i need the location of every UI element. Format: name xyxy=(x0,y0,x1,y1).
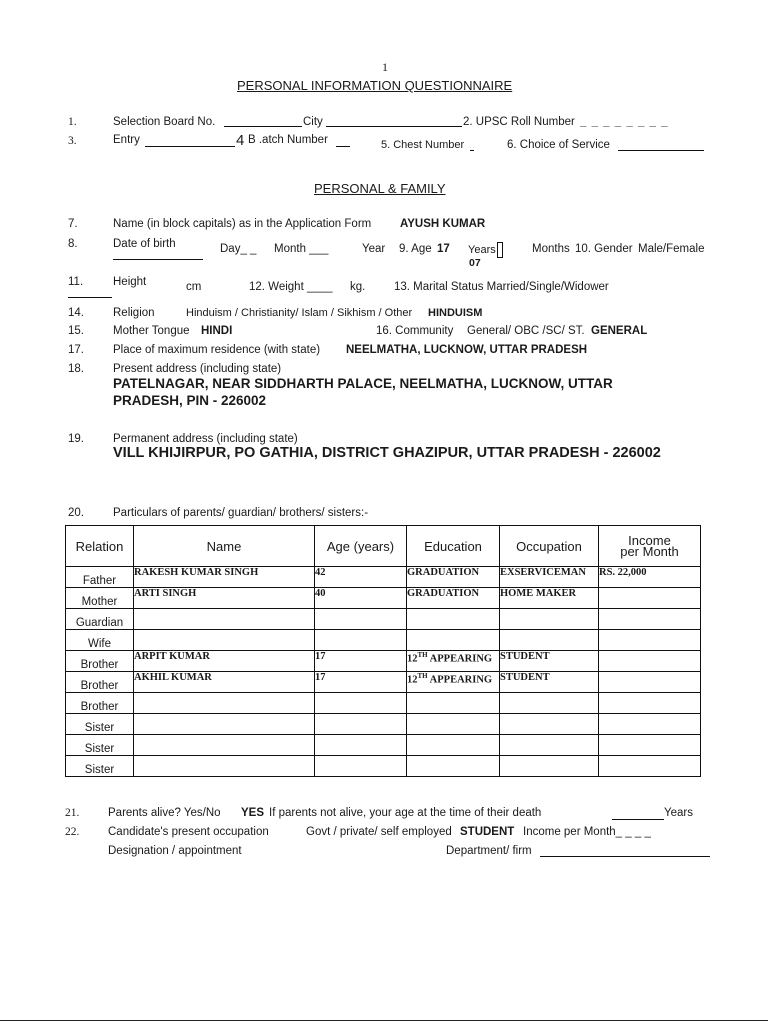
header-name: Name xyxy=(134,526,315,567)
page-number: 1 xyxy=(382,60,388,74)
height-unit: cm xyxy=(186,281,202,293)
header-age: Age (years) xyxy=(315,526,407,567)
header-relation: Relation xyxy=(66,526,134,567)
q7-number: 7. xyxy=(68,218,78,230)
education-cell[interactable] xyxy=(407,735,500,756)
gender-label: 10. Gender xyxy=(575,243,633,255)
table-row xyxy=(66,756,701,777)
upsc-roll-label: 2. UPSC Roll Number xyxy=(463,116,575,128)
relation-cell: Sister xyxy=(66,756,134,777)
education-cell[interactable] xyxy=(407,756,500,777)
education-cell[interactable]: 12TH APPEARING xyxy=(407,672,500,693)
chest-number-field[interactable] xyxy=(470,150,474,151)
education-cell[interactable] xyxy=(407,630,500,651)
education-cell[interactable]: 12TH APPEARING xyxy=(407,651,500,672)
age-cell[interactable] xyxy=(315,756,407,777)
age-value: 17 xyxy=(437,243,450,255)
q22-number: 22. xyxy=(65,826,80,838)
batch-number-field[interactable] xyxy=(336,146,350,147)
occupation-cell[interactable] xyxy=(500,630,599,651)
dob-label: Date of birth xyxy=(113,238,176,250)
name-value: AYUSH KUMAR xyxy=(400,218,486,230)
header-income-text: Income per Month xyxy=(620,533,679,559)
page-bottom-rule xyxy=(0,1020,768,1021)
header-occupation: Occupation xyxy=(500,526,599,567)
name-cell[interactable]: ARTI SINGH xyxy=(134,588,315,609)
batch-number-label: B .atch Number xyxy=(248,134,328,146)
weight-unit: kg. xyxy=(350,281,366,293)
city-label: City xyxy=(303,116,323,128)
age-cell[interactable] xyxy=(315,693,407,714)
occupation-cell[interactable] xyxy=(500,735,599,756)
document-title: PERSONAL INFORMATION QUESTIONNAIRE xyxy=(237,78,513,93)
department-label: Department/ firm xyxy=(446,845,532,857)
parents-alive-value: YES xyxy=(241,807,265,819)
relation-cell: Mother xyxy=(66,588,134,609)
table-header-row xyxy=(66,526,701,567)
city-field[interactable] xyxy=(326,126,462,127)
q18-number: 18. xyxy=(68,363,84,375)
age-cell[interactable]: 17 xyxy=(315,651,407,672)
choice-of-service-label: 6. Choice of Service xyxy=(507,139,610,151)
relation-cell: Brother xyxy=(66,672,134,693)
text-cursor-icon xyxy=(497,242,503,258)
department-field[interactable] xyxy=(540,856,710,857)
education-cell[interactable]: GRADUATION xyxy=(407,567,500,588)
income-cell[interactable] xyxy=(599,630,701,651)
relation-cell: Brother xyxy=(66,693,134,714)
present-address-label: Present address (including state) xyxy=(113,363,282,375)
age-cell[interactable] xyxy=(315,609,407,630)
name-cell[interactable] xyxy=(134,630,315,651)
present-occupation-label: Candidate's present occupation xyxy=(108,826,269,838)
q11-underline xyxy=(68,297,112,298)
table-row xyxy=(66,714,701,735)
community-value: GENERAL xyxy=(591,325,648,337)
mother-tongue-label: Mother Tongue xyxy=(113,325,190,337)
weight-label: 12. Weight ____ xyxy=(249,281,333,293)
table-row xyxy=(66,672,701,693)
occupation-cell[interactable] xyxy=(500,609,599,630)
table-row xyxy=(66,588,701,609)
education-cell[interactable] xyxy=(407,714,500,735)
dob-field[interactable] xyxy=(113,259,203,260)
dob-year: Year xyxy=(362,243,386,255)
permanent-address-value: VILL KHIJIRPUR, PO GATHIA, DISTRICT GHAZIPUR, UTTAR PRADESH - 226002 xyxy=(113,445,661,461)
community-options: General/ OBC /SC/ ST. xyxy=(467,325,585,337)
income-cell[interactable] xyxy=(599,651,701,672)
table-row xyxy=(66,735,701,756)
name-cell[interactable]: AKHIL KUMAR xyxy=(134,672,315,693)
entry-field[interactable] xyxy=(145,146,235,147)
q17-number: 17. xyxy=(68,344,84,356)
relation-cell: Wife xyxy=(66,630,134,651)
chest-number-label: 5. Chest Number xyxy=(381,139,465,151)
name-cell[interactable]: RAKESH KUMAR SINGH xyxy=(134,567,315,588)
choice-of-service-field[interactable] xyxy=(618,150,704,151)
income-cell[interactable]: RS. 22,000 xyxy=(599,567,701,588)
name-cell[interactable] xyxy=(134,693,315,714)
relation-cell: Father xyxy=(66,567,134,588)
gender-value: Male/Female xyxy=(638,243,705,255)
religion-label: Religion xyxy=(113,307,155,319)
designation-label: Designation / appointment xyxy=(108,845,242,857)
occupation-cell[interactable] xyxy=(500,756,599,777)
parents-death-age-field[interactable] xyxy=(612,819,664,820)
occupation-cell[interactable]: STUDENT xyxy=(500,651,599,672)
q8-number: 8. xyxy=(68,238,78,250)
name-cell[interactable]: ARPIT KUMAR xyxy=(134,651,315,672)
relation-cell: Sister xyxy=(66,735,134,756)
mother-tongue-value: HINDI xyxy=(201,325,233,337)
age-cell[interactable] xyxy=(315,630,407,651)
header-education: Education xyxy=(407,526,500,567)
header-income xyxy=(599,526,701,567)
q20-number: 20. xyxy=(68,507,84,519)
religion-value: HINDUISM xyxy=(428,307,483,319)
income-cell[interactable] xyxy=(599,693,701,714)
years-label: Years xyxy=(664,807,693,819)
table-row xyxy=(66,693,701,714)
name-cell[interactable] xyxy=(134,714,315,735)
selection-board-label: Selection Board No. xyxy=(113,116,216,128)
table-row xyxy=(66,609,701,630)
name-label: Name (in block capitals) as in the Application Form xyxy=(113,218,372,230)
occupation-cell[interactable] xyxy=(500,693,599,714)
age-cell[interactable] xyxy=(315,735,407,756)
present-address-line1: PATELNAGAR, NEAR SIDDHARTH PALACE, NEELMATHA, LUCKNOW, UTTAR xyxy=(113,376,613,391)
family-table xyxy=(65,525,701,777)
occupation-options: Govt / private/ self employed xyxy=(306,826,452,838)
name-cell[interactable] xyxy=(134,735,315,756)
dob-day: Day_ _ xyxy=(220,243,257,255)
table-row xyxy=(66,630,701,651)
q11-number: 11. xyxy=(68,276,84,288)
permanent-address-label: Permanent address (including state) xyxy=(113,433,298,445)
q19-number: 19. xyxy=(68,433,84,445)
table-row xyxy=(66,651,701,672)
income-per-month: Income per Month_ _ _ _ xyxy=(523,826,651,838)
education-cell[interactable]: GRADUATION xyxy=(407,588,500,609)
income-cell[interactable] xyxy=(599,756,701,777)
income-cell[interactable] xyxy=(599,672,701,693)
occupation-cell[interactable]: STUDENT xyxy=(500,672,599,693)
marital-status: 13. Marital Status Married/Single/Widower xyxy=(394,281,609,293)
q3-number: 3. xyxy=(68,135,77,147)
section-title: PERSONAL & FAMILY xyxy=(314,181,446,196)
name-cell[interactable] xyxy=(134,756,315,777)
upsc-roll-field[interactable]: _ _ _ _ _ _ _ _ xyxy=(580,116,669,128)
q15-number: 15. xyxy=(68,325,84,337)
batch-number-prefix: 4 xyxy=(236,132,245,149)
residence-label: Place of maximum residence (with state) xyxy=(113,344,321,356)
education-cell[interactable] xyxy=(407,693,500,714)
occupation-value: STUDENT xyxy=(460,826,515,838)
income-cell[interactable] xyxy=(599,714,701,735)
particulars-label: Particulars of parents/ guardian/ brothers/ sisters:- xyxy=(113,507,369,519)
age-years-value: 07 xyxy=(469,257,481,269)
age-cell[interactable]: 42 xyxy=(315,567,407,588)
occupation-cell[interactable]: HOME MAKER xyxy=(500,588,599,609)
q1-number: 1. xyxy=(68,116,77,128)
education-cell[interactable] xyxy=(407,609,500,630)
present-address-line2: PRADESH, PIN - 226002 xyxy=(113,393,267,408)
selection-board-field[interactable] xyxy=(224,126,302,127)
entry-label: Entry xyxy=(113,134,140,146)
relation-cell: Brother xyxy=(66,651,134,672)
name-cell[interactable] xyxy=(134,609,315,630)
age-years-label: Years xyxy=(468,244,496,256)
parents-death-age-label: If parents not alive, your age at the time of their death xyxy=(269,807,542,819)
parents-alive-label: Parents alive? Yes/No xyxy=(108,807,221,819)
age-months-label: Months xyxy=(532,243,570,255)
residence-value: NEELMATHA, LUCKNOW, UTTAR PRADESH xyxy=(346,344,588,356)
income-cell[interactable] xyxy=(599,735,701,756)
community-label: 16. Community xyxy=(376,325,454,337)
q21-number: 21. xyxy=(65,807,80,819)
height-label: Height xyxy=(113,276,147,288)
religion-options: Hinduism / Christianity/ Islam / Sikhism / Other xyxy=(186,307,413,319)
occupation-cell[interactable]: EXSERVICEMAN xyxy=(500,567,599,588)
relation-cell: Sister xyxy=(66,714,134,735)
dob-month: Month ___ xyxy=(274,243,329,255)
q14-number: 14. xyxy=(68,307,84,319)
age-cell[interactable]: 17 xyxy=(315,672,407,693)
income-cell[interactable] xyxy=(599,609,701,630)
occupation-cell[interactable] xyxy=(500,714,599,735)
relation-cell: Guardian xyxy=(66,609,134,630)
table-row xyxy=(66,567,701,588)
age-cell[interactable] xyxy=(315,714,407,735)
age-cell[interactable]: 40 xyxy=(315,588,407,609)
income-cell[interactable] xyxy=(599,588,701,609)
age-label: 9. Age xyxy=(399,243,432,255)
